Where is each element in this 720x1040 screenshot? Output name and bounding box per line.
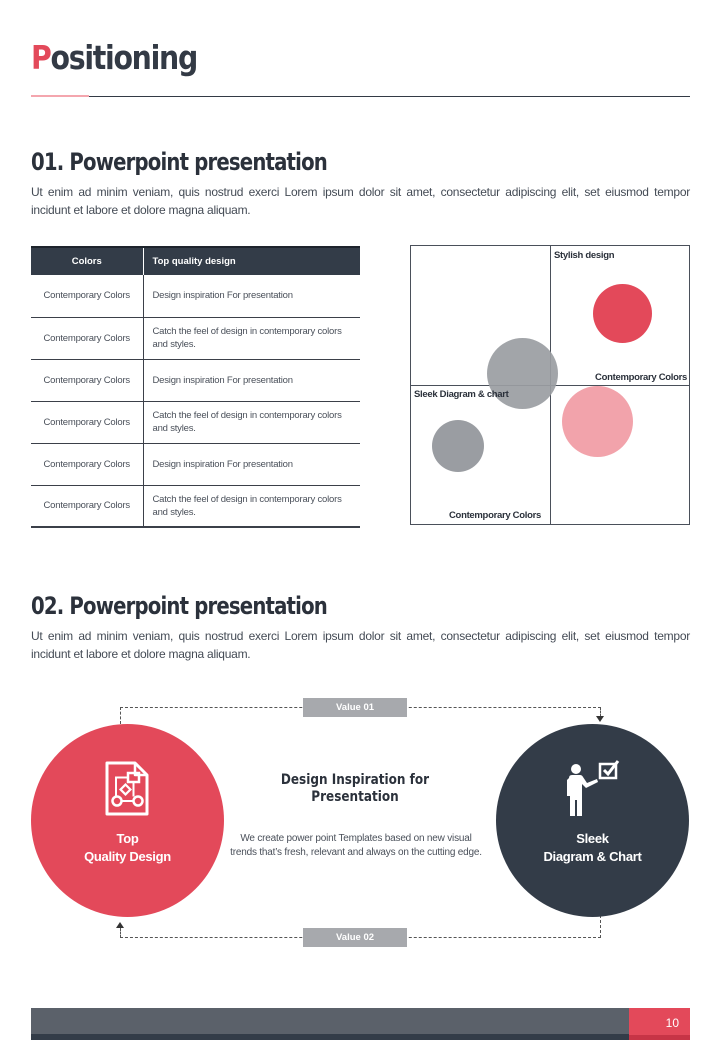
center-desc-line1: We create power point Templates based on new visual [240, 833, 472, 844]
table-cell: Contemporary Colors [31, 317, 143, 359]
table-row [31, 485, 360, 527]
arrow-down-icon [596, 716, 604, 722]
bubble-red [593, 284, 652, 343]
table-cell: Contemporary Colors [31, 443, 143, 485]
left-circle-line2: Quality Design [84, 849, 171, 864]
top-quality-design-circle [31, 724, 224, 917]
quadrant-label-left: Sleek Diagram & chart [414, 389, 509, 400]
table-cell: Design inspiration For presentation [143, 443, 360, 485]
page-number: 10 [629, 1008, 690, 1040]
arrow-up-icon [116, 922, 124, 928]
table-cell: Contemporary Colors [31, 275, 143, 317]
bubble-pink [562, 386, 633, 457]
quadrant-label-top: Stylish design [554, 250, 615, 261]
table-row [31, 275, 360, 317]
footer-bar-bottom [31, 1034, 629, 1040]
section-1-heading: 01. Powerpoint presentation [31, 148, 327, 176]
connector-bottom-right-rise [600, 915, 601, 938]
table-cell: Contemporary Colors [31, 485, 143, 527]
table-cell: Contemporary Colors [31, 401, 143, 443]
flowchart-document-icon [104, 761, 150, 817]
positioning-quadrant [410, 245, 690, 525]
presenter-checkbox-icon [565, 760, 621, 818]
center-title-line2: Presentation [311, 789, 399, 805]
table-row [31, 359, 360, 401]
page-number-underline [629, 1035, 690, 1040]
table-cell: Catch the feel of design in contemporary colors and styles. [143, 317, 360, 359]
page-title: Positioning [31, 38, 197, 77]
connector-top-left-drop [120, 707, 121, 724]
table-row [31, 401, 360, 443]
positioning-table [31, 246, 360, 528]
title-divider [31, 96, 690, 97]
table-cell: Design inspiration For presentation [143, 359, 360, 401]
connector-bottom-left-rise [120, 928, 121, 938]
value-tag-top: Value 01 [303, 698, 407, 717]
section-2-heading: 02. Powerpoint presentation [31, 592, 327, 620]
center-desc-line2: trends that’s fresh, relevant and always on the cutting edge. [230, 847, 482, 858]
table-header-colors: Colors [31, 247, 143, 275]
right-circle-line2: Diagram & Chart [543, 849, 642, 864]
table-row [31, 317, 360, 359]
left-circle-line1: Top [116, 831, 139, 846]
quadrant-label-bottom: Contemporary Colors [449, 510, 541, 521]
table-cell: Design inspiration For presentation [143, 275, 360, 317]
table-cell: Contemporary Colors [31, 359, 143, 401]
section-2-body: Ut enim ad minim veniam, quis nostrud exerci Lorem ipsum dolor sit amet, consectetur adipiscing elit, set eiusmod tempor incidunt et labore et dolore magna aliquam. [31, 629, 690, 661]
title-divider-accent [31, 95, 89, 97]
table-row [31, 443, 360, 485]
bubble-gray-small [432, 420, 484, 472]
section-1-body: Ut enim ad minim veniam, quis nostrud exerci Lorem ipsum dolor sit amet, consectetur adipiscing elit, set eiusmod tempor incidunt et labore et dolore magna aliquam. [31, 185, 690, 217]
quadrant-label-right: Contemporary Colors [595, 372, 687, 383]
diagram-center-title [273, 772, 436, 806]
value-tag-bottom: Value 02 [303, 928, 407, 947]
table-header-row [31, 247, 360, 275]
sleek-diagram-chart-circle [496, 724, 689, 917]
diagram-center-description [225, 832, 487, 860]
table-cell: Catch the feel of design in contemporary colors and styles. [143, 485, 360, 527]
right-circle-line1: Sleek [576, 831, 609, 846]
table-header-design: Top quality design [143, 247, 360, 275]
center-title-line1: Design Inspiration for [280, 772, 430, 788]
table-cell: Catch the feel of design in contemporary colors and styles. [143, 401, 360, 443]
